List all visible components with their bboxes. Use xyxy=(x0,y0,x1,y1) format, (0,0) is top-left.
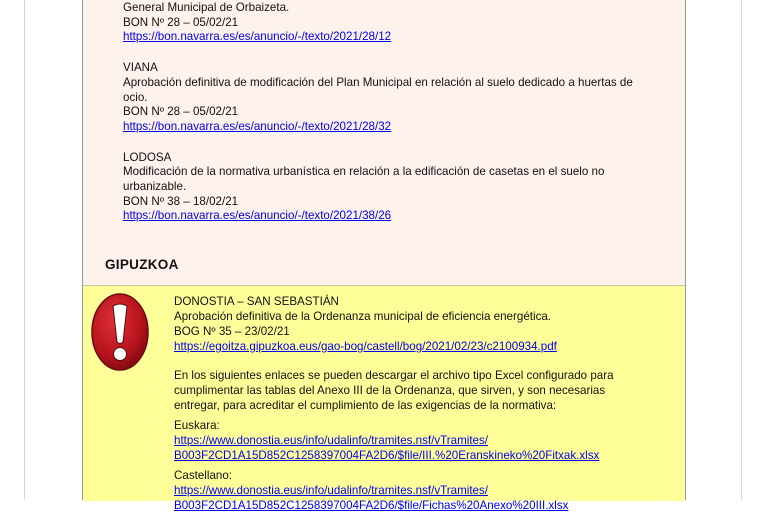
entry-text: urbanizable. xyxy=(123,180,187,194)
entry-text: ocio. xyxy=(123,90,148,104)
entry-text: General Municipal de Orbaizeta. xyxy=(123,1,290,14)
euskara-link[interactable]: B003F2CD1A15D852C1258397004FA2D6/$file/III.%20Eranskineko%20Fitxak.xlsx xyxy=(174,449,600,462)
entry-lodosa xyxy=(123,151,683,225)
bon-link[interactable]: https://bon.navarra.es/es/anuncio/-/texto/2021/38/26 xyxy=(123,209,392,223)
entry-orbaizeta xyxy=(123,1,683,45)
municipality-name: DONOSTIA – SAN SEBASTIÁN xyxy=(174,295,339,308)
municipality-name: LODOSA xyxy=(123,150,172,164)
entry-text: Aprobación definitiva de modificación del Plan Municipal en relación al suelo dedicado a huertas de xyxy=(123,75,633,89)
euskara-link[interactable]: https://www.donostia.eus/info/udalinfo/tramites.nsf/vTramites/ xyxy=(174,434,489,447)
castellano-label: Castellano: xyxy=(174,469,233,482)
gipuzkoa-entry xyxy=(174,294,674,513)
entry-viana xyxy=(123,61,683,135)
note-text: En los siguientes enlaces se pueden descargar el archivo tipo Excel configurado para xyxy=(174,369,614,382)
navarra-entries xyxy=(123,0,683,240)
bon-link[interactable]: https://bon.navarra.es/es/anuncio/-/texto/2021/28/32 xyxy=(123,119,392,133)
bulletin-panel xyxy=(82,0,686,512)
entry-text: Aprobación definitiva de la Ordenanza municipal de eficiencia energética. xyxy=(174,310,552,323)
bon-reference: BON Nº 28 – 05/02/21 xyxy=(123,15,239,29)
bon-link[interactable]: https://bon.navarra.es/es/anuncio/-/texto/2021/28/12 xyxy=(123,30,392,44)
castellano-link[interactable]: B003F2CD1A15D852C1258397004FA2D6/$file/Fichas%20Anexo%20III.xlsx xyxy=(174,499,569,512)
note-text: cumplimentar las tablas del Anexo III de la Ordenanza, que sirven, y son necesarias xyxy=(174,384,606,397)
municipality-name: VIANA xyxy=(123,61,158,75)
note-text: entregar, para acreditar el cumplimiento de las exigencias de la normativa: xyxy=(174,399,557,412)
region-heading-gipuzkoa: GIPUZKOA xyxy=(105,257,179,272)
highlight-box xyxy=(83,285,685,512)
bon-reference: BON Nº 28 – 05/02/21 xyxy=(123,105,239,119)
bog-reference: BOG Nº 35 – 23/02/21 xyxy=(174,325,290,338)
castellano-link[interactable]: https://www.donostia.eus/info/udalinfo/tramites.nsf/vTramites/ xyxy=(174,484,489,497)
bon-reference: BON Nº 38 – 18/02/21 xyxy=(123,194,239,208)
bog-link[interactable]: https://egoitza.gipuzkoa.eus/gao-bog/castell/bog/2021/02/23/c2100934.pdf xyxy=(174,340,557,353)
euskara-label: Euskara: xyxy=(174,419,220,432)
exclamation-icon xyxy=(91,292,149,372)
entry-text: Modificación de la normativa urbanística en relación a la edificación de casetas en el suelo no xyxy=(123,165,605,179)
